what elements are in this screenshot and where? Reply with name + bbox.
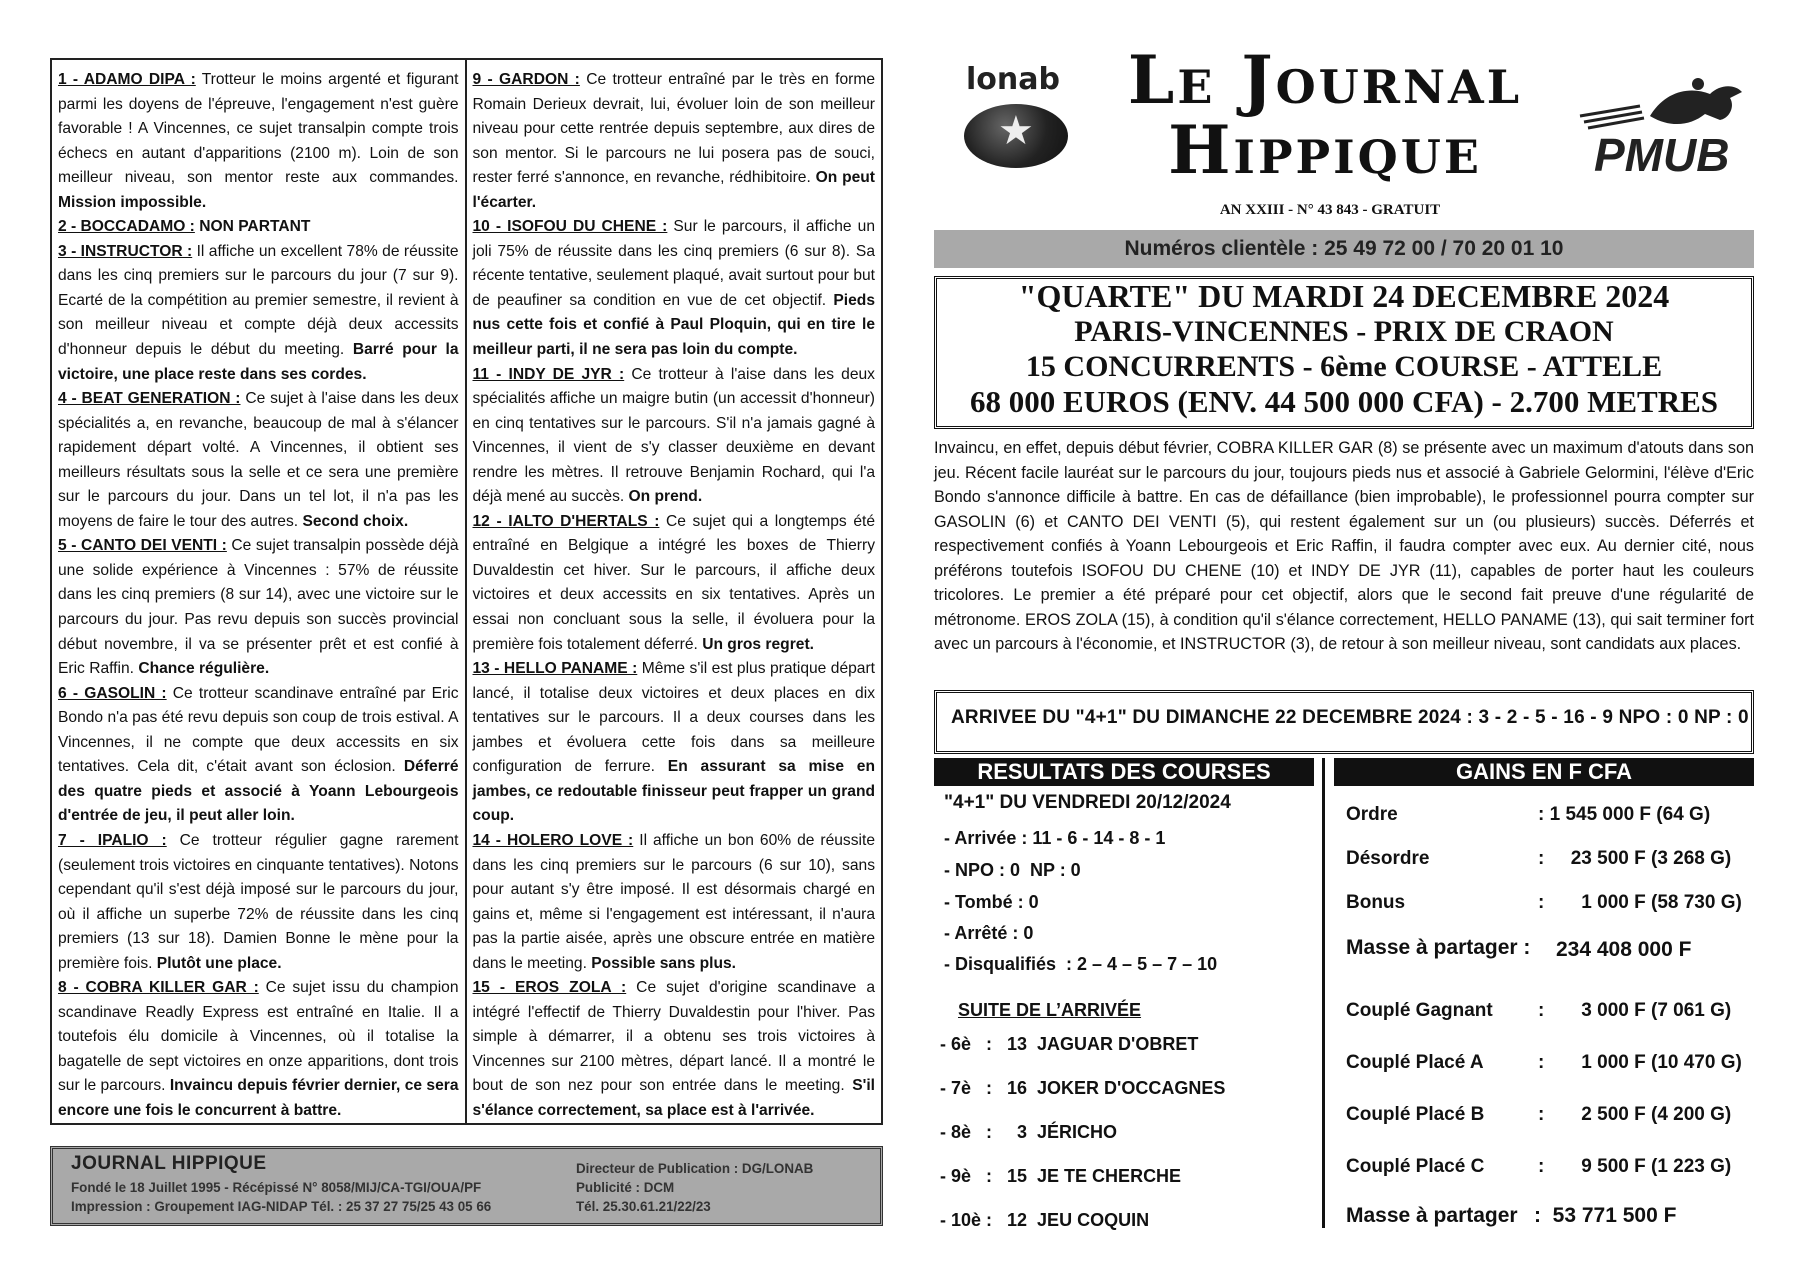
commentary-columns	[50, 58, 883, 1125]
footer-printing: Impression : Groupement IAG-NIDAP Tél. : 25 37 27 75/25 43 05 66	[71, 1199, 492, 1214]
horse-entry: 4 - BEAT GENERATION : Ce sujet à l'aise dans les deux spécialités a, en revanche, beaucoup de mal à s'élancer rapidement départ volté. A Vincennes, il obtient ses meilleurs résultats sous la selle et ce sera une première sur le parcours du jour. Dans un tel lot, il n'a pas les moyens de faire le tour des autres. Second choix.	[58, 390, 459, 530]
horse-entry: 9 - GARDON : Ce trotteur entraîné par le très en forme Romain Derieux devrait, lui, évoluer loin de son meilleur niveau pour cette rentrée depuis septembre, aux dires de son mentor. Si le parcours ne lui posera pas de souci, rester ferré s'annonce, en revanche, rédhibitoire. On peut l'écarter.	[472, 71, 876, 211]
horse-entry: 13 - HELLO PANAME : Même s'il est plus pratique départ lancé, il totalise deux victoires et deux places en dix tentatives sur le parcours. Il a deux courses dans les jambes et évoluera cette fois dans sa meilleure configuration de ferrure. En assurant sa mise en jambes, ce redoutable finisseur peut frapper un grand coup.	[472, 660, 875, 825]
horse-entry: 5 - CANTO DEI VENTI : Ce sujet transalpin possède déjà une solide expérience à Vincennes : 57% de réussite dans les cinq premiers (8 sur 14), avec une victoire sur le parcours du jour. Pas revu depuis son succès provincial début novembre, il va se présenter prêt et est confié à Eric Raffin. Chance régulière.	[58, 537, 459, 678]
customer-numbers-bar: Numéros clientèle : 25 49 72 00 / 70 20 01 10	[934, 230, 1754, 268]
gain-value: : 53 771 500 F	[1534, 1204, 1677, 1227]
suite-row: - 6è : 13 JAGUAR D'OBRET	[940, 1034, 1199, 1054]
gain-label: Masse à partager :	[1346, 936, 1531, 959]
horse-entry: 14 - HOLERO LOVE : Il affiche un bon 60% de réussite dans les cinq premiers sur le parcours (6 sur 10), sans pour autant s'y être imposé. Il est désormais chargé en gains et, même si l'engagement est intéressant, il n'aura pas la partie aisée, après une obscure entrée en matière dans le meeting. Possible sans plus.	[472, 831, 875, 972]
results-disqualified: - Disqualifiés : 2 – 4 – 5 – 7 – 10	[944, 954, 1218, 974]
quarte-runners: 15 CONCURRENTS - 6ème COURSE - ATTELE	[1025, 350, 1663, 383]
horse-entry: 2 - BOCCADAMO : NON PARTANT	[58, 218, 311, 236]
horse-entry: 15 - EROS ZOLA : Ce sujet d'origine scandinave a intégré l'effectif de Thierry Duvaldestin pour l'hiver. Pas simple à démarrer, il a obtenu ses trois victoires à Vincennes sur 2100 mètres, départ lancé. Il a montré le bout de son nez pour son entrée dans le meeting. S'il s'élance correctement, sa place est à l'arrivée.	[472, 979, 875, 1119]
footer-title: JOURNAL HIPPIQUE	[71, 1153, 267, 1174]
gain-label: Couplé Placé B	[1346, 1104, 1485, 1125]
results-npo: - NPO : 0 NP : 0	[944, 860, 1081, 880]
publication-footer	[50, 1146, 883, 1226]
suite-title: SUITE DE L’ARRIVÉE	[958, 1000, 1142, 1020]
suite-row: - 7è : 16 JOKER D'OCCAGNES	[940, 1078, 1226, 1098]
gain-value: : 3 000 F (7 061 G)	[1538, 1000, 1732, 1021]
horse-entry: 6 - GASOLIN : Ce trotteur scandinave entraîné par Eric Bondo n'a pas été revu depuis son coup de trois estival. A Vincennes, il ne compte que deux accessits en six tentatives. Cela dit, c'était avant son éclosion. Déferré des quatre pieds et associé à Yoann Lebourgeois d'entrée de jeu, il peut aller loin.	[58, 684, 459, 825]
gains-header: GAINS EN F CFA	[1334, 758, 1754, 786]
commentary-column-left	[52, 60, 467, 1123]
gain-label: Bonus	[1346, 892, 1406, 913]
footer-advertising: Publicité : DCM	[576, 1180, 675, 1195]
footer-phone: Tél. 25.30.61.21/22/23	[576, 1199, 711, 1214]
commentary-column-right	[467, 60, 882, 1123]
gain-label: Couplé Placé A	[1346, 1052, 1484, 1073]
horse-entry: 1 - ADAMO DIPA : Trotteur le moins argenté et figurant parmi les doyens de l'épreuve, l'engagement n'est guère favorable ! A Vincennes, ce sujet transalpin compte trois échecs en autant d'apparitions (2100 m). Loin de son meilleur niveau, son mentor reste aux commandes. Mission impossible.	[58, 71, 459, 211]
gain-value: : 23 500 F (3 268 G)	[1538, 848, 1732, 869]
gain-value: : 1 000 F (58 730 G)	[1538, 892, 1742, 913]
gain-label: Masse à partager	[1346, 1204, 1518, 1227]
gain-label: Désordre	[1346, 848, 1430, 869]
results-stopped: - Arrêté : 0	[944, 923, 1034, 943]
results-race-title: "4+1" DU VENDREDI 20/12/2024	[944, 792, 1231, 813]
quarte-prize: 68 000 EUROS (ENV. 44 500 000 CFA) - 2.700 METRES	[969, 384, 1719, 419]
gain-value: : 2 500 F (4 200 G)	[1538, 1104, 1732, 1125]
horse-entry: 7 - IPALIO : Ce trotteur régulier gagne rarement (seulement trois victoires en cinquante tentatives). Notons cependant qu'il s'est déjà imposé sur le parcours du jour, où il affiche un superbe 72% de réussite dans les cinq premiers (13 sur 18). Damien Bonne le mène pour la première fois. Plutôt une place.	[58, 831, 459, 972]
gain-label: Couplé Gagnant	[1346, 1000, 1493, 1021]
horse-entry: 12 - IALTO D'HERTALS : Ce sujet qui a longtemps été entraîné en Belgique a intégré les boxes de Thierry Duvaldestin cet hiver. Sur le parcours, il affiche deux victoires et deux accessits en six tentatives. Après un essai non concluant sous la selle, il évoluera pour la première fois totalement déferré. Un gros regret.	[472, 512, 875, 653]
suite-row: - 9è : 15 JE TE CHERCHE	[940, 1166, 1182, 1186]
results-arrival: - Arrivée : 11 - 6 - 14 - 8 - 1	[944, 828, 1166, 848]
results-header: RESULTATS DES COURSES	[934, 758, 1314, 786]
footer-director: Directeur de Publication : DG/LONAB	[576, 1161, 814, 1176]
arrival-text: ARRIVEE DU "4+1" DU DIMANCHE 22 DECEMBRE 2024 : 3 - 2 - 5 - 16 - 9 NPO : 0 NP : 0	[951, 707, 1749, 728]
quarte-title: "QUARTE" DU MARDI 24 DECEMBRE 2024	[1018, 278, 1670, 314]
footer-founded: Fondé le 18 Juillet 1995 - Récépissé N° 8058/MIJ/CA-TGI/OUA/PF	[71, 1180, 482, 1195]
horse-entry: 10 - ISOFOU DU CHENE : Sur le parcours, il affiche un joli 75% de réussite dans les cinq premiers (6 sur 8). Sa récente tentative, seulement plaqué, avait surtout pour but de peaufiner sa condition en vue de cet objectif. Pieds nus cette fois et confié à Paul Ploquin, qui en tire le meilleur parti, il ne sera pas loin du compte.	[472, 218, 875, 359]
suite-row: - 8è : 3 JÉRICHO	[940, 1122, 1118, 1142]
pmub-logo: PMUB	[1570, 76, 1750, 186]
gain-value: : 1 000 F (10 470 G)	[1538, 1052, 1742, 1073]
gain-value: : 9 500 F (1 223 G)	[1538, 1156, 1732, 1177]
quarte-venue: PARIS-VINCENNES - PRIX DE CRAON	[1074, 315, 1614, 348]
race-summary: Invaincu, en effet, depuis début février, COBRA KILLER GAR (8) se présente avec un maximum d'atouts dans son jeu. Récent facile lauréat sur le parcours du jour, toujours pieds nus et associé à Gabriele Gelormini, l'élève d'Eric Bondo s'annonce difficile à battre. En cas de défaillance (bien improbable), le professionnel pourra compter sur GASOLIN (6) et CANTO DEI VENTI (5), qui restent également sur un (ou plusieurs) succès. Déferrés et respectivement confiés à Yoann Lebourgeois et Eric Raffin, il faudra compter avec eux. Au dernier cité, nous préférons toutefois ISOFOU DU CHENE (10) et INDY DE JYR (11), capables de porter haut les couleurs tricolores. Le premier a été préparé pour cet objectif, alors que le second fait preuve d'une régularité de métronome. EROS ZOLA (15), à condition qu'il s'élance correctement, HELLO PANAME (13), qui sait terminer fort avec un parcours à l'économie, et INSTRUCTOR (3), de retour à son meilleur niveau, sont candidats aux places.	[934, 439, 1754, 653]
arrival-box	[934, 690, 1754, 754]
edition-line: AN XXIII - N° 43 843 - GRATUIT	[1219, 202, 1441, 218]
gain-label: Couplé Placé C	[1346, 1156, 1485, 1177]
horse-entry: 3 - INSTRUCTOR : Il affiche un excellent 78% de réussite dans les cinq premiers sur le parcours du jour (7 sur 9). Ecarté de la compétition au premier semestre, il revient à son meilleur niveau et compte déjà deux accessits d'honneur depuis le début du meeting. Barré pour la victoire, une place reste dans ses cordes.	[58, 242, 459, 383]
masthead-title: Le Journal Hippique	[1127, 41, 1523, 189]
gain-value: : 1 545 000 F (64 G)	[1538, 804, 1711, 825]
results-fallen: - Tombé : 0	[944, 892, 1039, 912]
horse-entry: 8 - COBRA KILLER GAR : Ce sujet issu du champion scandinave Readly Express est entraîné en Italie. Il a toutefois élu domicile à Vincennes, où il totalise la bagatelle de sept victoires en onze apparitions, dont trois sur le parcours. Invaincu depuis février dernier, ce sera encore une fois le concurrent à battre.	[58, 979, 459, 1119]
lonab-logo: lonab ★	[962, 62, 1070, 172]
jockey-horse-icon	[1570, 76, 1750, 136]
column-divider	[1322, 758, 1325, 1228]
horse-entry: 11 - INDY DE JYR : Ce trotteur à l'aise dans les deux spécialités affiche un maigre butin (un accessit d'honneur) en cinq tentatives sur le parcours. S'il n'a jamais gagné à Vincennes, il vient de s'y classer deuxième en devant rendre les mètres. Il retrouve Benjamin Rochard, qui l'a déjà mené au succès. On prend.	[472, 365, 875, 506]
gain-label: Ordre	[1346, 804, 1398, 825]
star-icon: ★	[998, 109, 1034, 153]
quarte-race-box	[934, 276, 1754, 429]
gain-value: 234 408 000 F	[1556, 938, 1692, 961]
suite-row: - 10è : 12 JEU COQUIN	[940, 1210, 1150, 1230]
